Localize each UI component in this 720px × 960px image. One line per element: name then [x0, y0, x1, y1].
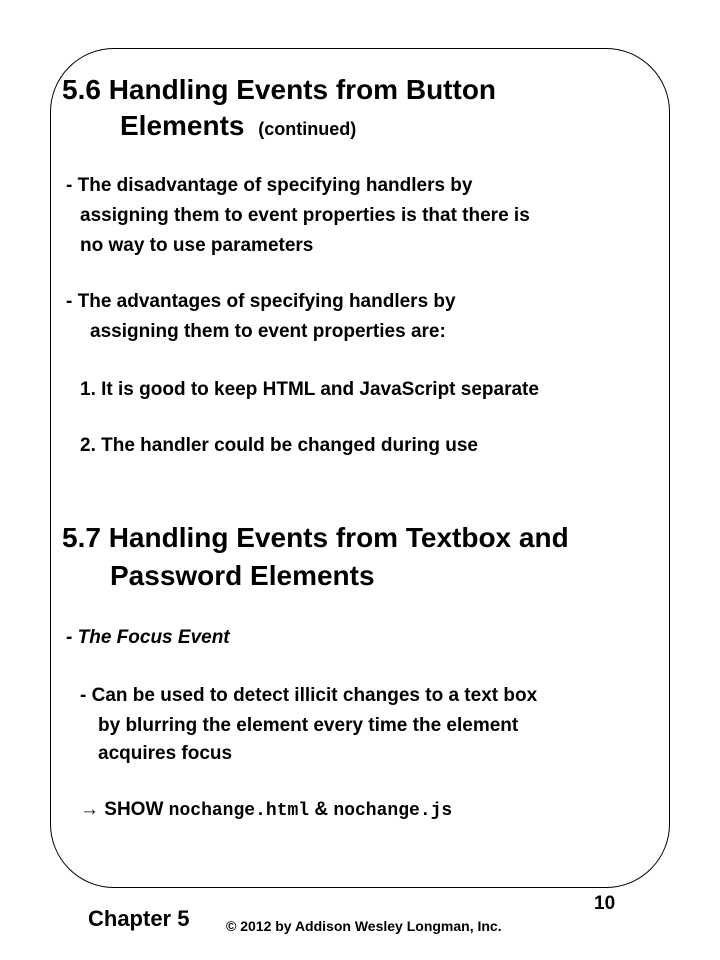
focus-event-label: - The Focus Event: [66, 627, 230, 648]
focus-desc-line1: - Can be used to detect illicit changes to a text box: [80, 685, 538, 706]
footer-copyright: © 2012 by Addison Wesley Longman, Inc.: [226, 918, 502, 934]
section1-heading-line1: 5.6 Handling Events from Button: [62, 74, 497, 105]
list-item-2: 2. The handler could be changed during use: [80, 435, 478, 456]
section2-heading-line2: Password Elements: [110, 560, 375, 591]
show-line: [80, 797, 452, 824]
focus-desc-line3: acquires focus: [98, 743, 233, 764]
show-file-html: nochange.html: [168, 801, 310, 821]
show-file-js: nochange.js: [333, 801, 453, 821]
show-label: SHOW: [104, 799, 164, 820]
show-ampersand: &: [314, 799, 329, 820]
point1-line3: no way to use parameters: [80, 235, 314, 256]
footer-chapter: Chapter 5: [88, 906, 190, 931]
section2-heading-line1: 5.7 Handling Events from Textbox and: [62, 522, 569, 553]
arrow-right-icon: →: [80, 799, 99, 820]
point2-line2: assigning them to event properties are:: [90, 321, 446, 342]
page-number: 10: [594, 893, 616, 914]
section1-heading-suffix: (continued): [258, 119, 357, 139]
section1-heading-line2: [120, 110, 356, 145]
section1-heading-text: Elements: [120, 110, 245, 141]
point1-line1: - The disadvantage of specifying handlers by: [66, 175, 473, 196]
focus-desc-line2: by blurring the element every time the element: [98, 715, 519, 736]
point2-line1: - The advantages of specifying handlers by: [66, 291, 456, 312]
list-item-1: 1. It is good to keep HTML and JavaScript separate: [80, 379, 539, 400]
point1-line2: assigning them to event properties is that there is: [80, 205, 530, 226]
